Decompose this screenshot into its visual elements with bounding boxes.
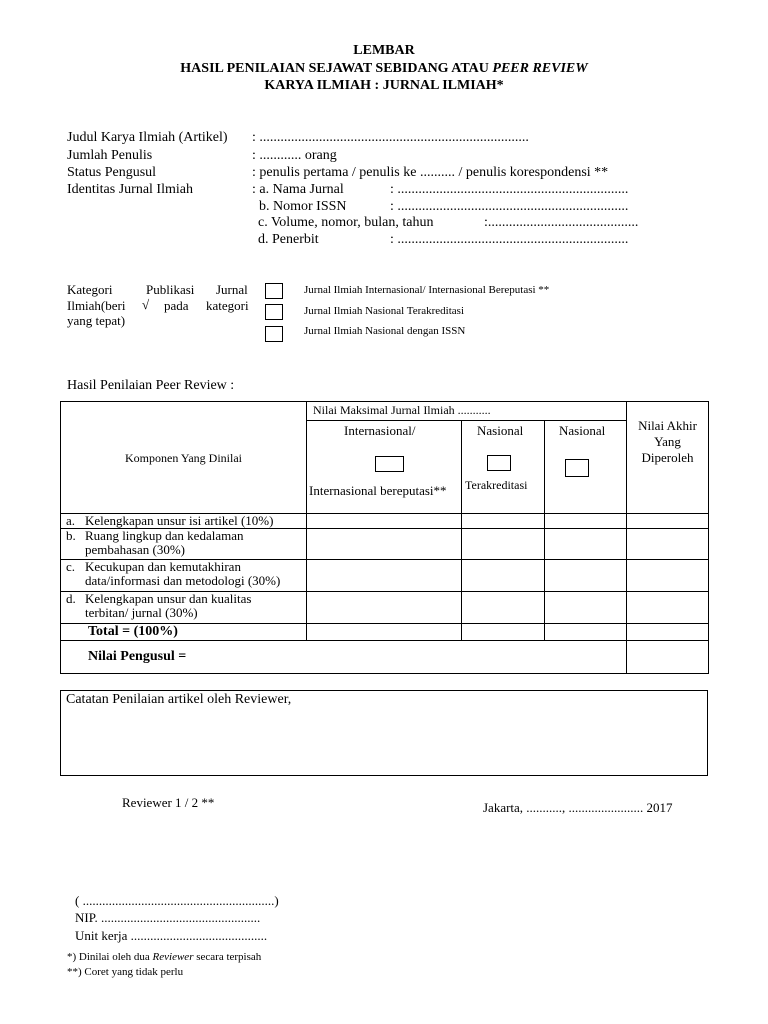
row-d-komponen bbox=[61, 592, 307, 624]
jumlah-penulis-label: Jumlah Penulis bbox=[67, 148, 153, 163]
table-row bbox=[61, 560, 709, 592]
header-komponen bbox=[61, 402, 307, 514]
row-b-nasional-terakreditasi-cell[interactable] bbox=[462, 529, 545, 560]
table-total-row bbox=[61, 624, 709, 641]
row-c-nasional-cell[interactable] bbox=[545, 560, 627, 592]
header-nilai-akhir-line1: Nilai Akhir bbox=[638, 418, 697, 433]
header-nasional-top: Nasional bbox=[477, 423, 524, 438]
header-nasional-terakreditasi bbox=[462, 421, 545, 514]
reviewer-label: Reviewer 1 / 2 ** bbox=[122, 795, 215, 810]
row-c-letter: c. bbox=[66, 559, 76, 574]
row-a-text: Kelengkapan unsur isi artikel (10%) bbox=[85, 513, 274, 528]
row-a-nasional-cell[interactable] bbox=[545, 514, 627, 529]
nama-jurnal-value: : .................................................................. bbox=[390, 182, 629, 197]
identitas-jurnal-label: Identitas Jurnal Ilmiah bbox=[67, 182, 193, 197]
kategori-label-line2-d: kategori bbox=[206, 298, 249, 313]
row-c-text-line2: data/informasi dan metodologi (30%) bbox=[85, 573, 281, 588]
row-b-text-line2: pembahasan (30%) bbox=[85, 542, 185, 557]
table-nilai-pengusul-row bbox=[61, 641, 709, 674]
nilai-pengusul-label: Nilai Pengusul = bbox=[61, 641, 627, 674]
nilai-pengusul-cell[interactable] bbox=[627, 641, 709, 674]
row-d-nilai-akhir-cell[interactable] bbox=[627, 592, 709, 624]
row-b-text-line1: Ruang lingkup dan kedalaman bbox=[85, 528, 244, 543]
form-title-line2-text: HASIL PENILAIAN SEJAWAT SEBIDANG ATAU bbox=[180, 61, 493, 76]
footnote-1-prefix: *) Dinilai oleh dua bbox=[67, 951, 153, 963]
total-nilai-akhir-cell[interactable] bbox=[627, 624, 709, 641]
header-internasional bbox=[307, 421, 462, 514]
nasional-terakreditasi-checkbox[interactable] bbox=[487, 455, 511, 471]
table-row bbox=[61, 529, 709, 560]
row-a-nilai-akhir-cell[interactable] bbox=[627, 514, 709, 529]
kategori-label-line1-b: Publikasi bbox=[146, 282, 195, 297]
nama-jurnal-label: : a. Nama Jurnal bbox=[252, 182, 344, 197]
kategori-nasional-issn-checkbox[interactable] bbox=[265, 326, 283, 342]
total-nasional-terakreditasi-cell[interactable] bbox=[462, 624, 545, 641]
row-d-letter: d. bbox=[66, 591, 76, 606]
penerbit-label: d. Penerbit bbox=[258, 232, 319, 247]
status-pengusul-value: : penulis pertama / penulis ke .......... / penulis korespondensi ** bbox=[252, 165, 609, 180]
row-c-internasional-cell[interactable] bbox=[307, 560, 462, 592]
table-row bbox=[61, 592, 709, 624]
kategori-label-line1-a: Kategori bbox=[67, 282, 113, 297]
kategori-label-line2-b: √ bbox=[142, 297, 150, 312]
header-nasional2-top: Nasional bbox=[559, 423, 606, 438]
catatan-box[interactable] bbox=[60, 690, 708, 776]
internasional-checkbox[interactable] bbox=[375, 456, 404, 472]
footnote-1-reviewer: Reviewer bbox=[152, 951, 194, 963]
kategori-label-line2-c: pada bbox=[164, 298, 189, 313]
kategori-option-internasional: Jurnal Ilmiah Internasional/ Internasional Bereputasi ** bbox=[304, 284, 550, 296]
header-nilai-akhir-line2: Yang bbox=[654, 434, 681, 449]
kategori-option-nasional-terakreditasi: Jurnal Ilmiah Nasional Terakreditasi bbox=[304, 305, 465, 317]
total-nasional-cell[interactable] bbox=[545, 624, 627, 641]
total-internasional-cell[interactable] bbox=[307, 624, 462, 641]
form-title-line2 bbox=[0, 61, 768, 77]
header-nilai-akhir-line3: Diperoleh bbox=[641, 450, 694, 465]
volume-value: :........................................... bbox=[484, 215, 639, 230]
total-label: Total = (100%) bbox=[61, 624, 307, 641]
jumlah-penulis-value: : ............ orang bbox=[252, 148, 337, 163]
row-d-text-line2: terbitan/ jurnal (30%) bbox=[85, 605, 198, 620]
row-a-komponen bbox=[61, 514, 307, 529]
status-pengusul-label: Status Pengusul bbox=[67, 165, 157, 180]
kategori-label-line1-c: Jurnal bbox=[216, 282, 248, 297]
form-title-peer-review: PEER REVIEW bbox=[492, 61, 588, 76]
header-nasional-issn bbox=[545, 421, 627, 514]
row-b-nasional-cell[interactable] bbox=[545, 529, 627, 560]
header-nilai-maks-label: Nilai Maksimal Jurnal Ilmiah ........... bbox=[313, 403, 491, 417]
reviewer-name-line: ( ...........................................................) bbox=[75, 893, 279, 908]
row-b-nilai-akhir-cell[interactable] bbox=[627, 529, 709, 560]
kategori-option-nasional-issn: Jurnal Ilmiah Nasional dengan ISSN bbox=[304, 325, 466, 337]
table-row bbox=[61, 514, 709, 529]
nasional-issn-checkbox[interactable] bbox=[565, 459, 589, 477]
row-a-letter: a. bbox=[66, 513, 76, 528]
row-d-nasional-terakreditasi-cell[interactable] bbox=[462, 592, 545, 624]
footnote-2: **) Coret yang tidak perlu bbox=[67, 966, 184, 978]
row-d-nasional-cell[interactable] bbox=[545, 592, 627, 624]
penilaian-table bbox=[60, 401, 709, 674]
kategori-label-line3: yang tepat) bbox=[67, 313, 126, 328]
header-nilai-akhir bbox=[627, 402, 709, 514]
header-internasional-top: Internasional/ bbox=[344, 423, 416, 438]
penerbit-value: : .................................................................. bbox=[390, 232, 629, 247]
footnote-1 bbox=[67, 951, 261, 963]
row-b-komponen bbox=[61, 529, 307, 560]
place-date: Jakarta, ..........., ....................... 2017 bbox=[483, 800, 673, 815]
header-nasional-bottom: Terakreditasi bbox=[465, 478, 528, 492]
nomor-issn-value: : .................................................................. bbox=[390, 199, 629, 214]
row-b-internasional-cell[interactable] bbox=[307, 529, 462, 560]
reviewer-nip-line: NIP. ................................................. bbox=[75, 910, 261, 925]
form-title-line3: KARYA ILMIAH : JURNAL ILMIAH* bbox=[264, 78, 504, 93]
nomor-issn-label: b. Nomor ISSN bbox=[259, 199, 347, 214]
reviewer-unit-line: Unit kerja .......................................... bbox=[75, 928, 268, 943]
row-d-internasional-cell[interactable] bbox=[307, 592, 462, 624]
header-komponen-label: Komponen Yang Dinilai bbox=[125, 450, 242, 465]
header-internasional-bottom: Internasional bereputasi** bbox=[309, 483, 447, 498]
kategori-internasional-checkbox[interactable] bbox=[265, 283, 283, 299]
row-d-text-line1: Kelengkapan unsur dan kualitas bbox=[85, 591, 252, 606]
row-a-internasional-cell[interactable] bbox=[307, 514, 462, 529]
row-c-nasional-terakreditasi-cell[interactable] bbox=[462, 560, 545, 592]
kategori-label-line2-a: Ilmiah(beri bbox=[67, 298, 126, 313]
footnote-1-suffix: secara terpisah bbox=[193, 951, 262, 963]
judul-label: Judul Karya Ilmiah (Artikel) bbox=[67, 130, 228, 145]
row-c-komponen bbox=[61, 560, 307, 592]
catatan-label: Catatan Penilaian artikel oleh Reviewer, bbox=[66, 692, 292, 707]
row-c-text-line1: Kecukupan dan kemutakhiran bbox=[85, 559, 241, 574]
kategori-nasional-terakreditasi-checkbox[interactable] bbox=[265, 304, 283, 320]
hasil-penilaian-heading: Hasil Penilaian Peer Review : bbox=[67, 378, 235, 393]
judul-value: : ............................................................................. bbox=[252, 130, 529, 145]
row-b-letter: b. bbox=[66, 528, 76, 543]
row-a-nasional-terakreditasi-cell[interactable] bbox=[462, 514, 545, 529]
header-nilai-maks bbox=[307, 402, 627, 421]
volume-label: c. Volume, nomor, bulan, tahun bbox=[258, 215, 434, 230]
form-title-line1: LEMBAR bbox=[353, 43, 415, 58]
row-c-nilai-akhir-cell[interactable] bbox=[627, 560, 709, 592]
